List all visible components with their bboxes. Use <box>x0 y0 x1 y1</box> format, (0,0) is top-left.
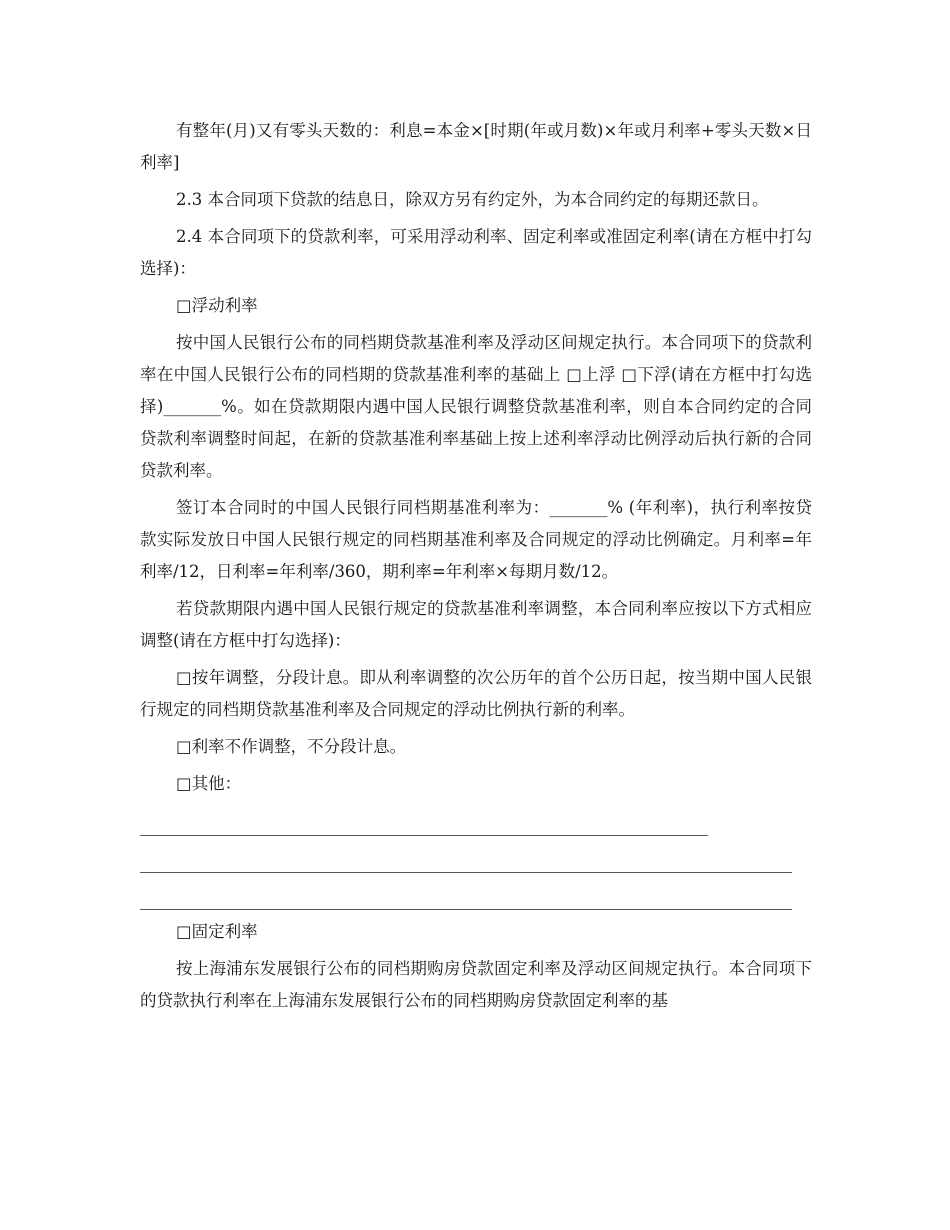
blank-line-2 <box>140 842 812 879</box>
other-option: □其他： <box>176 774 242 793</box>
interest-formula-paragraph: 有整年(月)又有零头天数的：利息=本金×[时期(年或月数)×年或月利率+零头天数×日利率] <box>140 121 812 172</box>
floating-rate-checkbox-label: □浮动利率 <box>176 296 258 315</box>
document-page <box>140 115 812 1022</box>
clause-2-4: 2.4 本合同项下的贷款利率，可采用浮动利率、固定利率或准固定利率(请在方框中打勾选择)： <box>140 227 812 278</box>
blank-line-1 <box>140 805 812 842</box>
floating-rate-paragraph: 按中国人民银行公布的同档期贷款基准利率及浮动区间规定执行。本合同项下的贷款利率在中国人民银行公布的同档期的贷款基准利率的基础上 □上浮 □下浮(请在方框中打勾选择)_______%。如在贷款期限内遇中国人民银行调整贷款基准利率，则自本合同约定的合同贷款利率调整时间起，在新的贷款基准利率基础上按上述利率浮动比例浮动后执行新的合同贷款利率。 <box>140 333 812 480</box>
clause-2-3: 2.3 本合同项下贷款的结息日，除双方另有约定外，为本合同约定的每期还款日。 <box>176 190 769 209</box>
base-rate-paragraph: 签订本合同时的中国人民银行同档期基准利率为：_______% (年利率)，执行利率按贷款实际发放日中国人民银行规定的同档期基准利率及合同规定的浮动比例确定。月利率=年利率/12，日利率=年利率/360，期利率=年利率×每期月数/12。 <box>140 498 812 581</box>
fixed-rate-checkbox-label: □固定利率 <box>176 922 258 941</box>
fixed-rate-paragraph: 按上海浦东发展银行公布的同档期购房贷款固定利率及浮动区间规定执行。本合同项下的贷款执行利率在上海浦东发展银行公布的同档期购房贷款固定利率的基 <box>140 959 812 1010</box>
blank-line-3 <box>140 879 812 916</box>
no-adjust-option: □利率不作调整，不分段计息。 <box>176 737 407 756</box>
annual-adjust-option: □按年调整，分段计息。即从利率调整的次公历年的首个公历日起，按当期中国人民银行规定的同档期贷款基准利率及合同规定的浮动比例执行新的利率。 <box>140 668 812 719</box>
rate-adjust-intro: 若贷款期限内遇中国人民银行规定的贷款基准利率调整，本合同利率应按以下方式相应调整(请在方框中打勾选择)： <box>140 599 812 650</box>
